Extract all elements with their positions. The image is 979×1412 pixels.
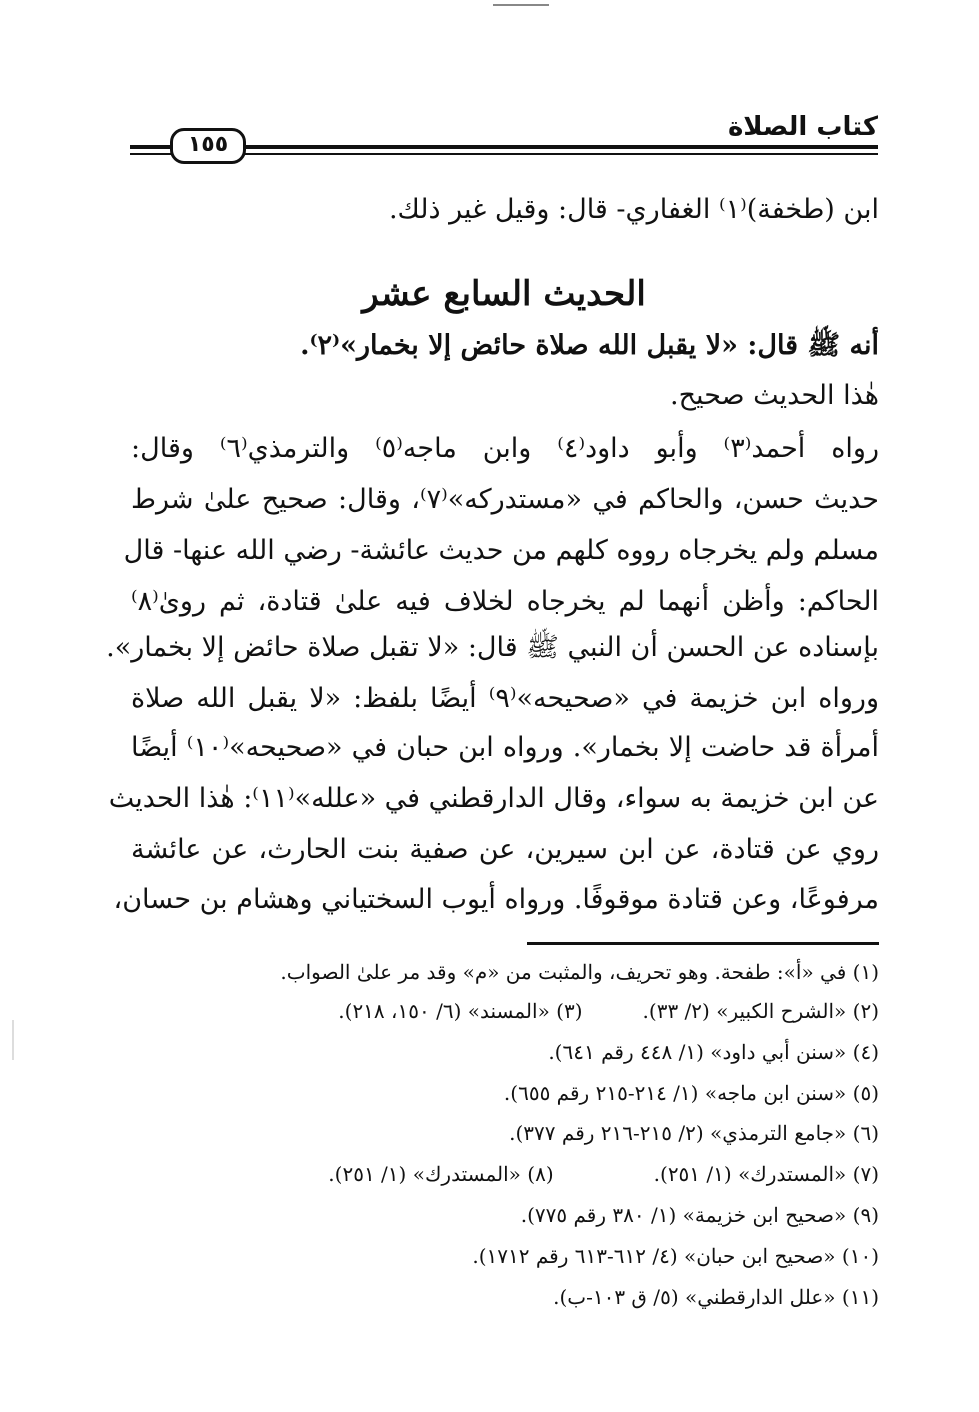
footnote-row (131, 997, 879, 1025)
footnote: (٥) «سنن ابن ماجه» (١/ ٢١٤-٢١٥ رقم ٦٥٥). (503, 1081, 879, 1105)
footnote: (١) في «أ»: طفحة. وهو تحريف، والمثبت من «م» وقد مر علىٰ الصواب. (280, 960, 879, 984)
footnote: (٧) «المستدرك» (١/ ٢٥١). (653, 1162, 879, 1186)
page-number: ١٥٥ (170, 128, 246, 164)
hadith-text: أنه ﷺ قال: «لا يقبل الله صلاة حائض إلا بخمار»⁽٢⁾. (300, 330, 879, 361)
body-line: ابن (طخفة)⁽١⁾ الغفاري- قال: وقيل غير ذلك. (388, 194, 879, 225)
body-line: عن ابن خزيمة به سواء، وقال الدارقطني في «علله»⁽١١⁾: هٰذا الحديث (108, 783, 879, 814)
footnote: (٩) «صحيح ابن خزيمة» (١/ ٣٨٠ رقم ٧٧٥). (520, 1203, 879, 1227)
footnote: (٣) «المسند» (٦/ ١٥٠، ٢١٨). (338, 999, 583, 1023)
body-line: حديث حسن، والحاكم في «مستدركه»⁽٧⁾، وقال: صحيح علىٰ شرط (131, 484, 879, 515)
footnote-separator (527, 942, 879, 945)
footnote: (٤) «سنن أبي داود» (١/ ٤٤٨ رقم ٦٤١). (548, 1040, 879, 1064)
footnote: (٨) «المستدرك» (١/ ٢٥١). (328, 1162, 554, 1186)
footnote: (١٠) «صحيح ابن حبان» (٤/ ٦١٢-٦١٣ رقم ١٧١٢). (472, 1244, 879, 1268)
body-line: مرفوعًا، وعن قتادة موقوفًا. ورواه أيوب السختياني وهشام بن حسان، (113, 884, 879, 915)
body-line: مسلم ولم يخرجاه رووه كلهم من حديث عائشة- رضي الله عنها- قال (123, 535, 879, 566)
footnote: (٢) «الشرح الكبير» (٢/ ٣٣). (642, 999, 879, 1023)
footnote: (١١) «علل الدارقطني» (٥/ ق ١٠٣-ب). (553, 1285, 879, 1309)
body-line: أمرأة قد حاضت إلا بخمار». ورواه ابن حبان في «صحيحه»⁽١٠⁾ أيضًا (131, 732, 880, 763)
body-line: رواه أحمد⁽٣⁾ وأبو داود⁽٤⁾ وابن ماجه⁽٥⁾ والترمذي⁽٦⁾ وقال: (131, 433, 879, 464)
section-heading: الحديث السابع عشر (362, 274, 646, 314)
body-line: روي عن قتادة، عن ابن سيرين، عن صفية بنت الحارث، عن عائشة (131, 834, 879, 865)
body-line: هٰذا الحديث صحيح. (670, 380, 879, 411)
body-line: ورواه ابن خزيمة في «صحيحه»⁽٩⁾ أيضًا بلفظ: «لا يقبل الله صلاة (131, 683, 879, 714)
book-title: كتاب الصلاة (727, 112, 878, 142)
top-edge-mark (493, 4, 549, 6)
body-line: الحاكم: وأظن أنهما لم يخرجاه لخلاف فيه علىٰ قتادة، ثم روىٰ⁽٨⁾ (131, 586, 879, 617)
footnote: (٦) «جامع الترمذي» (٢/ ٢١٥-٢١٦ رقم ٣٧٧). (509, 1121, 879, 1145)
footnote-row (131, 1160, 879, 1188)
page-header (130, 108, 878, 164)
body-line: بإسناده عن الحسن أن النبي ﷺ قال: «لا تقبل صلاة حائض إلا بخمار». (106, 632, 879, 663)
scan-artifact (12, 1020, 14, 1060)
